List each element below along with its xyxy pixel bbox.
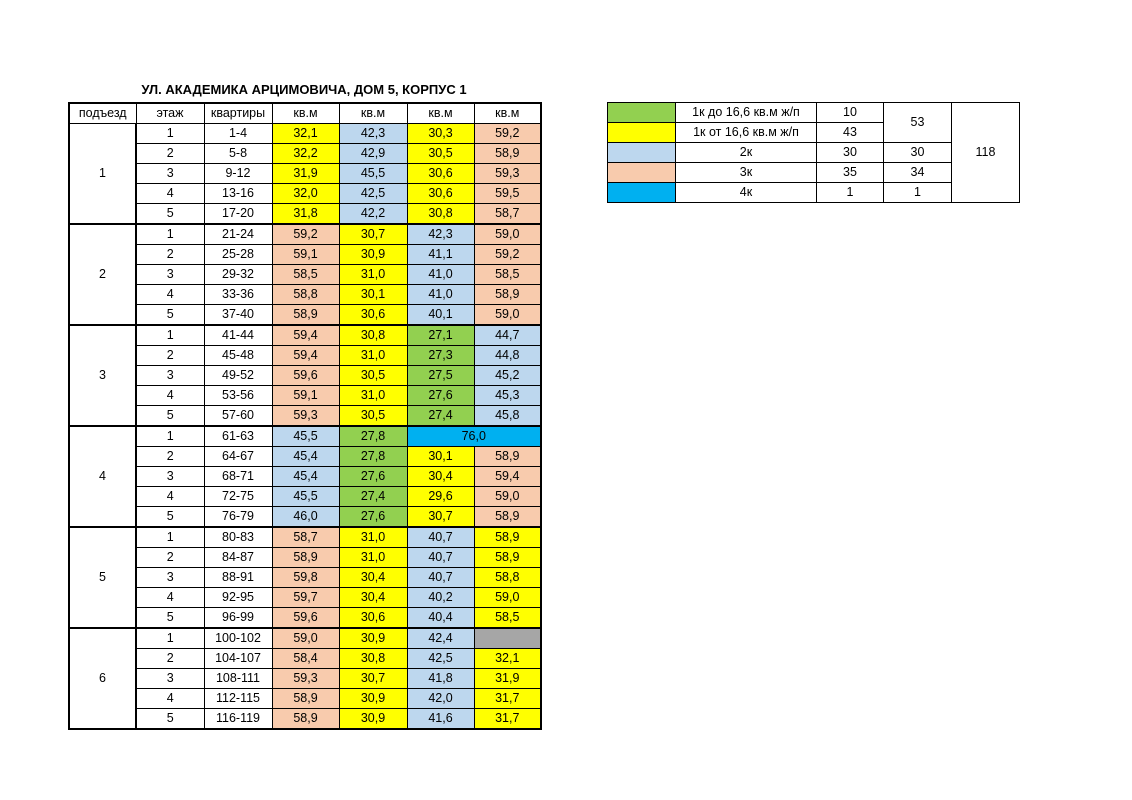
table-row — [69, 245, 541, 265]
area-cell: 30,7 — [339, 669, 407, 689]
floor-cell: 5 — [136, 305, 204, 326]
area-cell: 31,9 — [474, 669, 541, 689]
header-cell: кв.м — [339, 103, 407, 124]
area-cell: 58,7 — [272, 527, 339, 548]
area-cell: 30,4 — [407, 467, 474, 487]
floor-cell: 3 — [136, 164, 204, 184]
table-row — [69, 568, 541, 588]
flats-cell: 84-87 — [204, 548, 272, 568]
floor-cell: 1 — [136, 426, 204, 447]
area-cell: 58,9 — [474, 144, 541, 164]
table-row — [69, 204, 541, 225]
legend-label: 4к — [676, 183, 817, 203]
table-row — [69, 144, 541, 164]
flats-cell: 21-24 — [204, 224, 272, 245]
area-cell: 30,9 — [339, 628, 407, 649]
area-cell: 58,9 — [474, 548, 541, 568]
floor-cell: 3 — [136, 467, 204, 487]
flats-cell: 57-60 — [204, 406, 272, 427]
table-row — [69, 325, 541, 346]
area-cell: 58,5 — [474, 265, 541, 285]
area-cell: 30,7 — [407, 507, 474, 528]
floor-cell: 3 — [136, 568, 204, 588]
entrance-cell: 6 — [69, 628, 136, 729]
area-cell: 30,4 — [339, 568, 407, 588]
area-cell: 58,9 — [474, 285, 541, 305]
flats-cell: 33-36 — [204, 285, 272, 305]
area-cell: 32,1 — [272, 124, 339, 144]
area-cell: 30,6 — [407, 164, 474, 184]
area-cell: 42,5 — [407, 649, 474, 669]
header-cell: кв.м — [272, 103, 339, 124]
area-cell: 59,3 — [474, 164, 541, 184]
legend-row — [608, 103, 1020, 123]
area-cell: 58,4 — [272, 649, 339, 669]
area-cell: 58,9 — [272, 548, 339, 568]
area-cell: 30,9 — [339, 709, 407, 730]
legend-count: 1 — [817, 183, 884, 203]
area-cell: 40,7 — [407, 568, 474, 588]
area-cell: 31,0 — [339, 386, 407, 406]
legend-label: 2к — [676, 143, 817, 163]
floor-cell: 4 — [136, 689, 204, 709]
legend-swatch — [608, 143, 676, 163]
area-cell: 59,8 — [272, 568, 339, 588]
floor-cell: 5 — [136, 406, 204, 427]
flats-cell: 53-56 — [204, 386, 272, 406]
area-cell: 59,0 — [474, 224, 541, 245]
floor-cell: 5 — [136, 608, 204, 629]
flats-cell: 13-16 — [204, 184, 272, 204]
legend-body — [608, 103, 1020, 203]
table-row — [69, 346, 541, 366]
floor-cell: 1 — [136, 325, 204, 346]
area-cell: 27,8 — [339, 426, 407, 447]
area-cell: 59,0 — [474, 305, 541, 326]
table-row — [69, 467, 541, 487]
area-cell: 45,4 — [272, 447, 339, 467]
area-cell: 59,4 — [474, 467, 541, 487]
table-row — [69, 224, 541, 245]
area-cell: 40,1 — [407, 305, 474, 326]
area-cell: 58,5 — [272, 265, 339, 285]
legend-swatch — [608, 183, 676, 203]
area-cell: 58,9 — [272, 709, 339, 730]
floor-cell: 4 — [136, 588, 204, 608]
area-cell: 27,4 — [339, 487, 407, 507]
area-cell: 27,8 — [339, 447, 407, 467]
flats-cell: 25-28 — [204, 245, 272, 265]
document-title: УЛ. АКАДЕМИКА АРЦИМОВИЧА, ДОМ 5, КОРПУС 1 — [141, 82, 467, 97]
floor-cell: 2 — [136, 548, 204, 568]
table-row — [69, 406, 541, 427]
floor-cell: 3 — [136, 265, 204, 285]
area-cell: 27,1 — [407, 325, 474, 346]
area-cell: 45,2 — [474, 366, 541, 386]
flats-cell: 72-75 — [204, 487, 272, 507]
flats-cell: 100-102 — [204, 628, 272, 649]
floor-cell: 4 — [136, 386, 204, 406]
area-cell: 29,6 — [407, 487, 474, 507]
area-cell: 30,5 — [339, 366, 407, 386]
area-cell: 30,9 — [339, 245, 407, 265]
table-row — [69, 628, 541, 649]
area-cell: 27,6 — [339, 467, 407, 487]
area-cell: 30,8 — [407, 204, 474, 225]
area-cell: 58,5 — [474, 608, 541, 629]
area-cell: 42,9 — [339, 144, 407, 164]
table-row — [69, 426, 541, 447]
floor-cell: 5 — [136, 204, 204, 225]
area-cell: 30,9 — [339, 689, 407, 709]
area-cell: 58,9 — [272, 689, 339, 709]
flats-cell: 1-4 — [204, 124, 272, 144]
legend-label: 1к до 16,6 кв.м ж/п — [676, 103, 817, 123]
area-cell: 59,4 — [272, 325, 339, 346]
floor-cell: 2 — [136, 346, 204, 366]
area-cell: 59,1 — [272, 245, 339, 265]
area-cell: 30,6 — [339, 305, 407, 326]
apartment-table — [68, 102, 542, 730]
area-cell: 76,0 — [407, 426, 541, 447]
area-cell: 45,5 — [339, 164, 407, 184]
flats-cell: 116-119 — [204, 709, 272, 730]
area-cell: 59,6 — [272, 608, 339, 629]
area-cell: 58,9 — [474, 447, 541, 467]
legend-count: 35 — [817, 163, 884, 183]
area-cell: 31,7 — [474, 689, 541, 709]
area-cell: 46,0 — [272, 507, 339, 528]
floor-cell: 1 — [136, 527, 204, 548]
legend-swatch — [608, 163, 676, 183]
flats-cell: 68-71 — [204, 467, 272, 487]
table-row — [69, 285, 541, 305]
area-cell: 59,2 — [474, 124, 541, 144]
flats-cell: 76-79 — [204, 507, 272, 528]
area-cell: 45,5 — [272, 426, 339, 447]
flats-cell: 104-107 — [204, 649, 272, 669]
area-cell: 59,0 — [474, 487, 541, 507]
area-cell: 42,0 — [407, 689, 474, 709]
area-cell: 59,0 — [474, 588, 541, 608]
area-cell: 41,0 — [407, 285, 474, 305]
area-cell: 42,2 — [339, 204, 407, 225]
area-cell: 59,3 — [272, 406, 339, 427]
area-cell: 45,4 — [272, 467, 339, 487]
area-cell: 30,8 — [339, 325, 407, 346]
area-cell: 30,5 — [407, 144, 474, 164]
floor-cell: 4 — [136, 184, 204, 204]
legend-subtotal: 30 — [884, 143, 952, 163]
legend-subtotal-1k: 53 — [884, 103, 952, 143]
entrance-cell: 2 — [69, 224, 136, 325]
area-cell: 30,1 — [407, 447, 474, 467]
table-row — [69, 608, 541, 629]
flats-cell: 45-48 — [204, 346, 272, 366]
area-cell: 44,8 — [474, 346, 541, 366]
header-cell: подъезд — [69, 103, 136, 124]
table-row — [69, 709, 541, 730]
floor-cell: 1 — [136, 628, 204, 649]
floor-cell: 3 — [136, 366, 204, 386]
area-cell: 59,2 — [272, 224, 339, 245]
legend-subtotal: 34 — [884, 163, 952, 183]
area-cell: 42,4 — [407, 628, 474, 649]
legend-swatch — [608, 103, 676, 123]
area-cell: 30,7 — [339, 224, 407, 245]
area-cell: 59,4 — [272, 346, 339, 366]
area-cell: 31,8 — [272, 204, 339, 225]
area-cell: 59,5 — [474, 184, 541, 204]
table-row — [69, 386, 541, 406]
legend-label: 1к от 16,6 кв.м ж/п — [676, 123, 817, 143]
legend-table — [607, 102, 1020, 203]
flats-cell: 29-32 — [204, 265, 272, 285]
table-body — [69, 124, 541, 730]
table-row — [69, 447, 541, 467]
area-cell: 59,1 — [272, 386, 339, 406]
floor-cell: 5 — [136, 709, 204, 730]
area-cell: 31,0 — [339, 527, 407, 548]
legend-label: 3к — [676, 163, 817, 183]
table-row — [69, 305, 541, 326]
entrance-cell: 4 — [69, 426, 136, 527]
area-cell: 41,8 — [407, 669, 474, 689]
area-cell: 58,9 — [474, 507, 541, 528]
header-cell: квартиры — [204, 103, 272, 124]
table-row — [69, 507, 541, 528]
area-cell: 58,9 — [272, 305, 339, 326]
area-cell: 42,3 — [339, 124, 407, 144]
area-cell: 32,0 — [272, 184, 339, 204]
table-row — [69, 649, 541, 669]
area-cell: 27,6 — [407, 386, 474, 406]
entrance-cell: 3 — [69, 325, 136, 426]
entrance-cell: 1 — [69, 124, 136, 225]
table-row — [69, 366, 541, 386]
legend-total: 118 — [952, 103, 1020, 203]
area-cell: 32,2 — [272, 144, 339, 164]
area-cell: 41,1 — [407, 245, 474, 265]
area-cell — [474, 628, 541, 649]
header-cell: кв.м — [474, 103, 541, 124]
table-row — [69, 265, 541, 285]
header-cell: этаж — [136, 103, 204, 124]
area-cell: 41,6 — [407, 709, 474, 730]
area-cell: 45,3 — [474, 386, 541, 406]
table-row — [69, 669, 541, 689]
area-cell: 32,1 — [474, 649, 541, 669]
flats-cell: 17-20 — [204, 204, 272, 225]
floor-cell: 2 — [136, 245, 204, 265]
area-cell: 31,9 — [272, 164, 339, 184]
area-cell: 59,6 — [272, 366, 339, 386]
area-cell: 41,0 — [407, 265, 474, 285]
flats-cell: 5-8 — [204, 144, 272, 164]
flats-cell: 49-52 — [204, 366, 272, 386]
area-cell: 45,5 — [272, 487, 339, 507]
table-row — [69, 487, 541, 507]
table-row — [69, 548, 541, 568]
flats-cell: 96-99 — [204, 608, 272, 629]
entrance-cell: 5 — [69, 527, 136, 628]
flats-cell: 64-67 — [204, 447, 272, 467]
area-cell: 59,3 — [272, 669, 339, 689]
table-row — [69, 527, 541, 548]
flats-cell: 108-111 — [204, 669, 272, 689]
flats-cell: 37-40 — [204, 305, 272, 326]
flats-cell: 88-91 — [204, 568, 272, 588]
legend-subtotal: 1 — [884, 183, 952, 203]
area-cell: 58,8 — [272, 285, 339, 305]
flats-cell: 80-83 — [204, 527, 272, 548]
table-row — [69, 184, 541, 204]
legend-count: 30 — [817, 143, 884, 163]
floor-cell: 1 — [136, 224, 204, 245]
floor-cell: 2 — [136, 144, 204, 164]
header-row — [69, 103, 541, 124]
area-cell: 59,2 — [474, 245, 541, 265]
area-cell: 27,4 — [407, 406, 474, 427]
area-cell: 31,7 — [474, 709, 541, 730]
flats-cell: 41-44 — [204, 325, 272, 346]
flats-cell: 9-12 — [204, 164, 272, 184]
area-cell: 42,5 — [339, 184, 407, 204]
floor-cell: 4 — [136, 487, 204, 507]
area-cell: 58,8 — [474, 568, 541, 588]
floor-cell: 2 — [136, 649, 204, 669]
table-row — [69, 164, 541, 184]
area-cell: 59,0 — [272, 628, 339, 649]
table-row — [69, 689, 541, 709]
floor-cell: 5 — [136, 507, 204, 528]
area-cell: 30,6 — [407, 184, 474, 204]
area-cell: 30,1 — [339, 285, 407, 305]
header-cell: кв.м — [407, 103, 474, 124]
area-cell: 30,4 — [339, 588, 407, 608]
area-cell: 44,7 — [474, 325, 541, 346]
legend-count: 10 — [817, 103, 884, 123]
area-cell: 30,5 — [339, 406, 407, 427]
area-cell: 31,0 — [339, 548, 407, 568]
area-cell: 30,6 — [339, 608, 407, 629]
floor-cell: 4 — [136, 285, 204, 305]
area-cell: 59,7 — [272, 588, 339, 608]
area-cell: 31,0 — [339, 346, 407, 366]
table-row — [69, 124, 541, 144]
floor-cell: 3 — [136, 669, 204, 689]
area-cell: 27,5 — [407, 366, 474, 386]
flats-cell: 61-63 — [204, 426, 272, 447]
area-cell: 30,8 — [339, 649, 407, 669]
floor-cell: 1 — [136, 124, 204, 144]
area-cell: 40,7 — [407, 527, 474, 548]
flats-cell: 112-115 — [204, 689, 272, 709]
area-cell: 40,2 — [407, 588, 474, 608]
area-cell: 40,7 — [407, 548, 474, 568]
table-row — [69, 588, 541, 608]
flats-cell: 92-95 — [204, 588, 272, 608]
floor-cell: 2 — [136, 447, 204, 467]
area-cell: 27,6 — [339, 507, 407, 528]
legend-count: 43 — [817, 123, 884, 143]
area-cell: 30,3 — [407, 124, 474, 144]
area-cell: 45,8 — [474, 406, 541, 427]
area-cell: 58,7 — [474, 204, 541, 225]
area-cell: 27,3 — [407, 346, 474, 366]
area-cell: 40,4 — [407, 608, 474, 629]
area-cell: 58,9 — [474, 527, 541, 548]
area-cell: 31,0 — [339, 265, 407, 285]
area-cell: 42,3 — [407, 224, 474, 245]
legend-swatch — [608, 123, 676, 143]
